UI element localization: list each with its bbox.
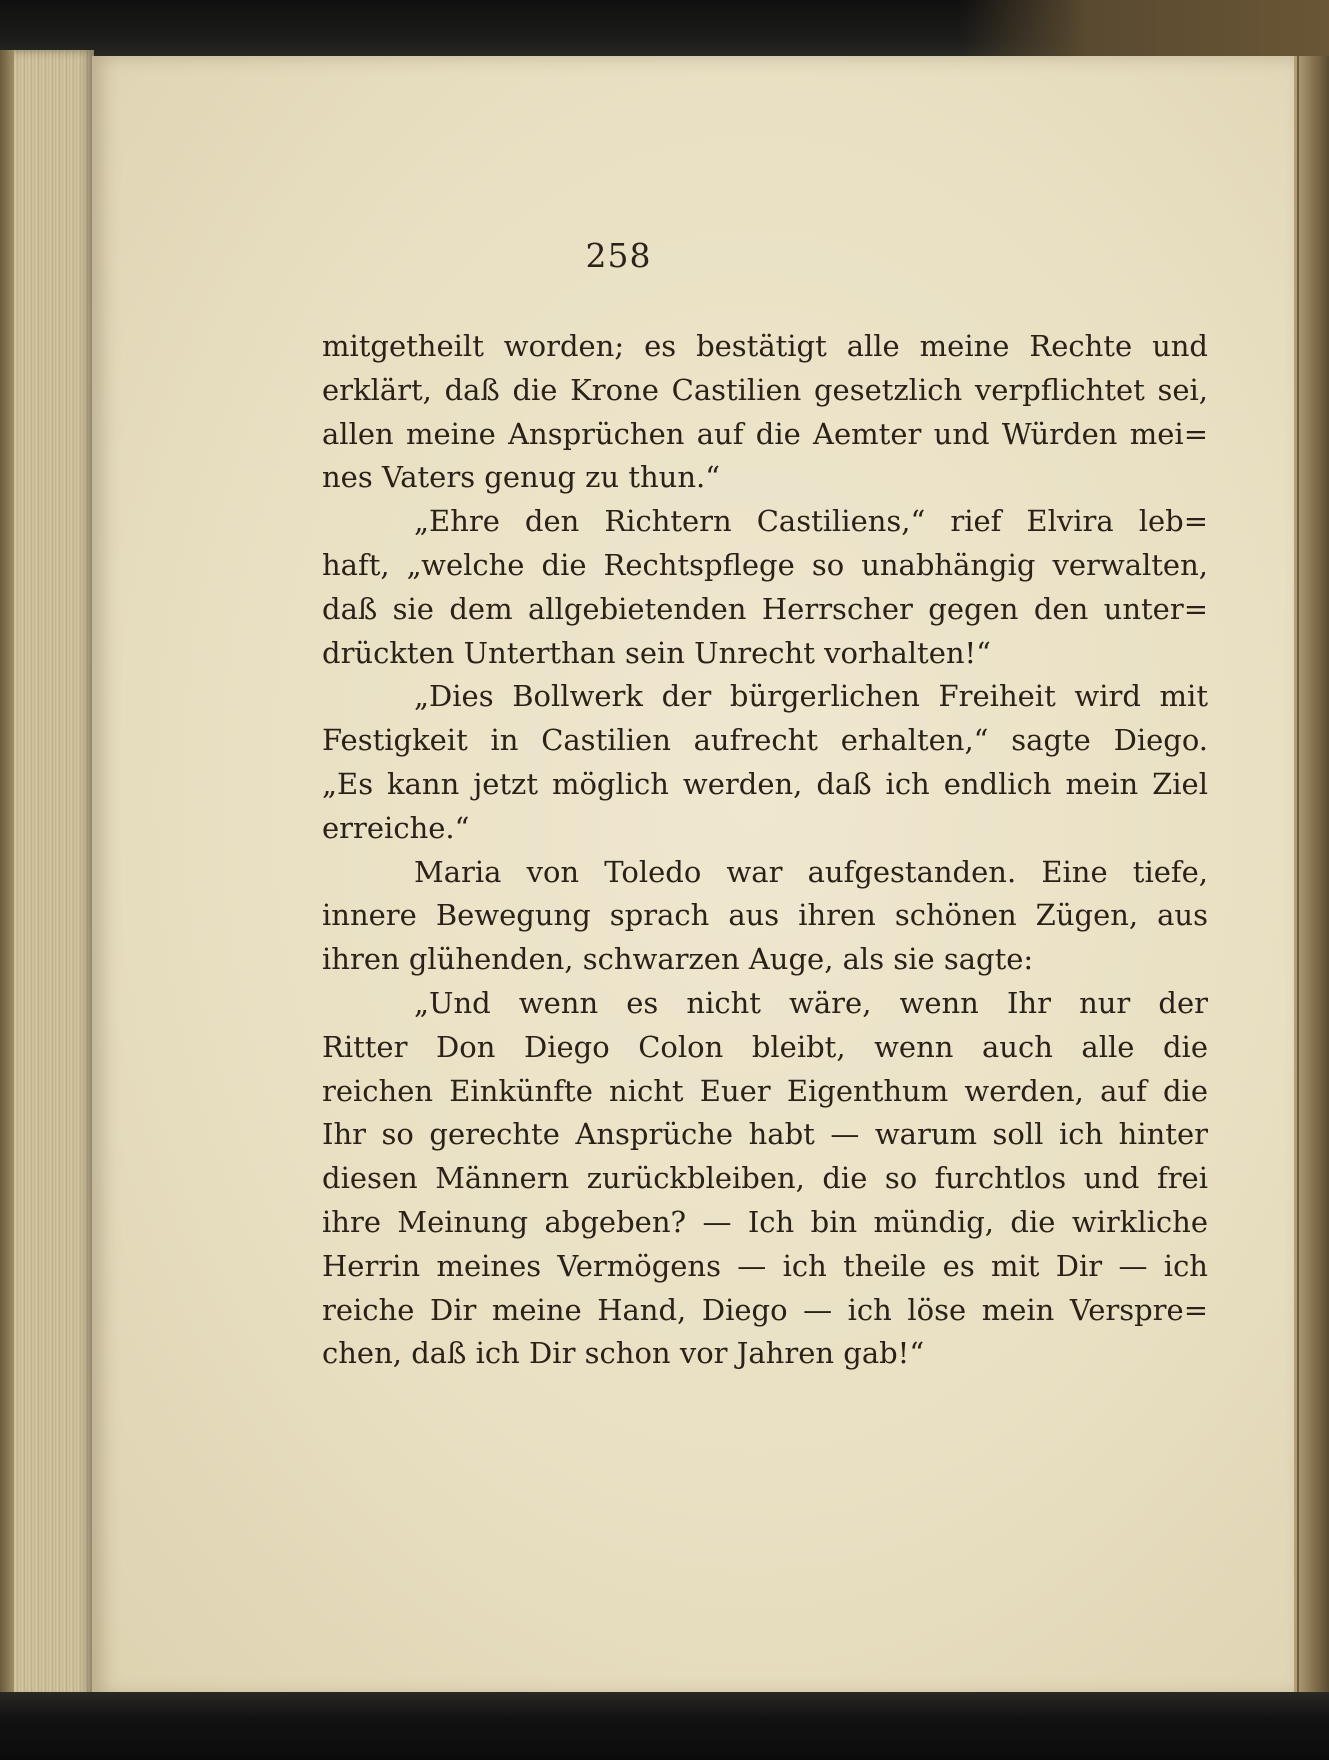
text-line: nes Vaters genug zu thun.“: [322, 460, 721, 495]
text-line: „Und wenn es nicht wäre, wenn Ihr nur der: [414, 985, 1208, 1020]
text-line: daß sie dem allgebietenden Herrscher gegen den unter=: [322, 591, 1208, 626]
text-line: Maria von Toledo war aufgestanden. Eine tiefe,: [414, 854, 1208, 889]
page-number: [0, 236, 1329, 275]
text-line: mitgetheilt worden; es bestätigt alle meine Rechte und: [322, 329, 1208, 363]
text-line: Ritter Don Diego Colon bleibt, wenn auch alle die: [322, 1029, 1208, 1064]
text-line: haft, „welche die Rechtspflege so unabhängig verwalten,: [322, 547, 1208, 582]
gutter-fold-line: [1297, 56, 1299, 1696]
text-line: Herrin meines Vermögens — ich theile es mit Dir — ich: [322, 1248, 1208, 1283]
text-line: Festigkeit in Castilien aufrecht erhalten,“ sagte Diego.: [322, 723, 1208, 758]
text-line: reiche Dir meine Hand, Diego — ich löse mein Verspre=: [322, 1292, 1208, 1327]
text-line: erreiche.“: [322, 810, 470, 845]
text-line: ihren glühenden, schwarzen Auge, als sie sagte:: [322, 942, 1034, 977]
text-line: chen, daß ich Dir schon vor Jahren gab!“: [322, 1336, 925, 1371]
text-line: Ihr so gerechte Ansprüche habt — warum soll ich hinter: [322, 1117, 1208, 1152]
page-edges-left: [0, 50, 94, 1700]
text-line: erklärt, daß die Krone Castilien gesetzlich verpflichtet sei,: [322, 372, 1208, 407]
scan-background-bottom: [0, 1692, 1329, 1760]
body-text: [322, 325, 1208, 1376]
text-line: ihre Meinung abgeben? — Ich bin mündig, die wirkliche: [322, 1204, 1208, 1239]
text-line: diesen Männern zurückbleiben, die so furchtlos und frei: [322, 1161, 1208, 1196]
page-number-text: 258: [585, 236, 652, 275]
text-line: „Es kann jetzt möglich werden, daß ich endlich mein Ziel: [322, 766, 1208, 801]
book-cover-edge-top: [960, 0, 1329, 58]
text-line: drückten Unterthan sein Unrecht vorhalten!“: [322, 635, 992, 670]
text-line: innere Bewegung sprach aus ihren schönen Zügen, aus: [322, 898, 1208, 933]
text-line: reichen Einkünfte nicht Euer Eigenthum werden, auf die: [322, 1073, 1208, 1108]
text-line: allen meine Ansprüchen auf die Aemter und Würden mei=: [322, 416, 1208, 451]
book-gutter-right: [1294, 56, 1329, 1696]
text-line: „Ehre den Richtern Castiliens,“ rief Elvira leb=: [414, 504, 1208, 539]
text-line: „Dies Bollwerk der bürgerlichen Freiheit wird mit: [414, 679, 1208, 714]
